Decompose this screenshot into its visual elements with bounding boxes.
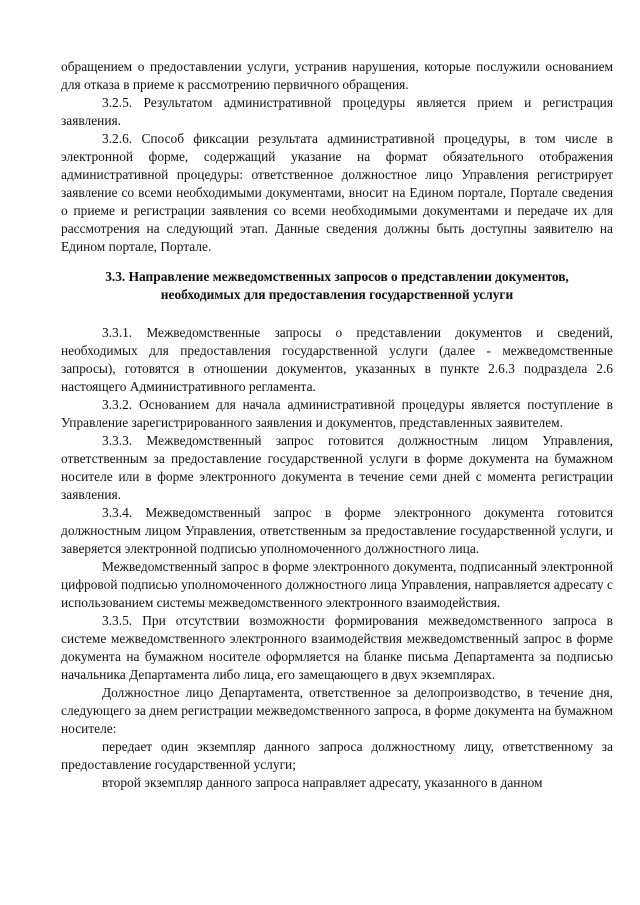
paragraph-3-3-5: 3.3.5. При отсутствии возможности формирования межведомственного запроса в системе межведомственного электронного взаимодействия межведомственный запрос в форме документа на бумажном носителе оформляется на бланке письма Департамента за подписью начальника Департамента либо лица, его замещающего в двух экземплярах.	[61, 613, 613, 682]
paragraph-second-copy: второй экземпляр данного запроса направляет адресату, указанного в данном	[102, 775, 543, 790]
section-heading-3-3	[61, 268, 613, 304]
paragraph-records-officer: Должностное лицо Департамента, ответственное за делопроизводство, в течение дня, следующего за днем регистрации межведомственного запроса, в форме документа на бумажном носителе:	[61, 685, 613, 736]
section-heading-line-2: необходимых для предоставления государственной услуги	[160, 287, 514, 302]
document-page	[61, 58, 613, 792]
paragraph-electronic-request: Межведомственный запрос в форме электронного документа, подписанный электронной цифровой подписью уполномоченного должностного лица Управления, направляется адресату с использованием системы межведомственного электронного взаимодействия.	[61, 559, 613, 610]
paragraph-3-3-3: 3.3.3. Межведомственный запрос готовится должностным лицом Управления, ответственным за предоставление государственной услуги в форме документа на бумажном носителе или в форме электронного документа в течение семи дней с момента регистрации заявления.	[61, 433, 613, 502]
paragraph-first-copy: передает один экземпляр данного запроса должностному лицу, ответственному за предоставление государственной услуги;	[61, 739, 613, 772]
paragraph-3-3-2: 3.3.2. Основанием для начала административной процедуры является поступление в Управление зарегистрированного заявления и документов, представленных заявителем.	[61, 397, 613, 430]
paragraph-3-2-6: 3.2.6. Способ фиксации результата административной процедуры, в том числе в электронной форме, содержащий указание на формат обязательного отображения административной процедуры: ответственное должностное лицо Управления регистрирует заявление со всеми необходимыми документами, вносит на Едином портале, Портале сведения о приеме и регистрации заявления со всеми необходимыми документами и передаче их для рассмотрения на следующий этап. Данные сведения должны быть доступны заявителю на Едином портале, Портале.	[61, 131, 613, 254]
paragraph-3-3-4: 3.3.4. Межведомственный запрос в форме электронного документа готовится должностным лицом Управления, ответственным за предоставление государственной услуги, и заверяется электронной подписью уполномоченного должностного лица.	[61, 505, 613, 556]
paragraph-3-2-5: 3.2.5. Результатом административной процедуры является прием и регистрация заявления.	[61, 95, 613, 128]
paragraph-continuation: обращением о предоставлении услуги, устранив нарушения, которые послужили основанием для отказа в приеме к рассмотрению первичного обращения.	[61, 59, 613, 92]
section-heading-line-1: 3.3. Направление межведомственных запросов о представлении документов,	[105, 269, 569, 284]
paragraph-3-3-1: 3.3.1. Межведомственные запросы о представлении документов и сведений, необходимых для предоставления государственной услуги (далее - межведомственные запросы), готовятся в отношении документов, указанных в пункте 2.6.3 подраздела 2.6 настоящего Административного регламента.	[61, 325, 613, 394]
